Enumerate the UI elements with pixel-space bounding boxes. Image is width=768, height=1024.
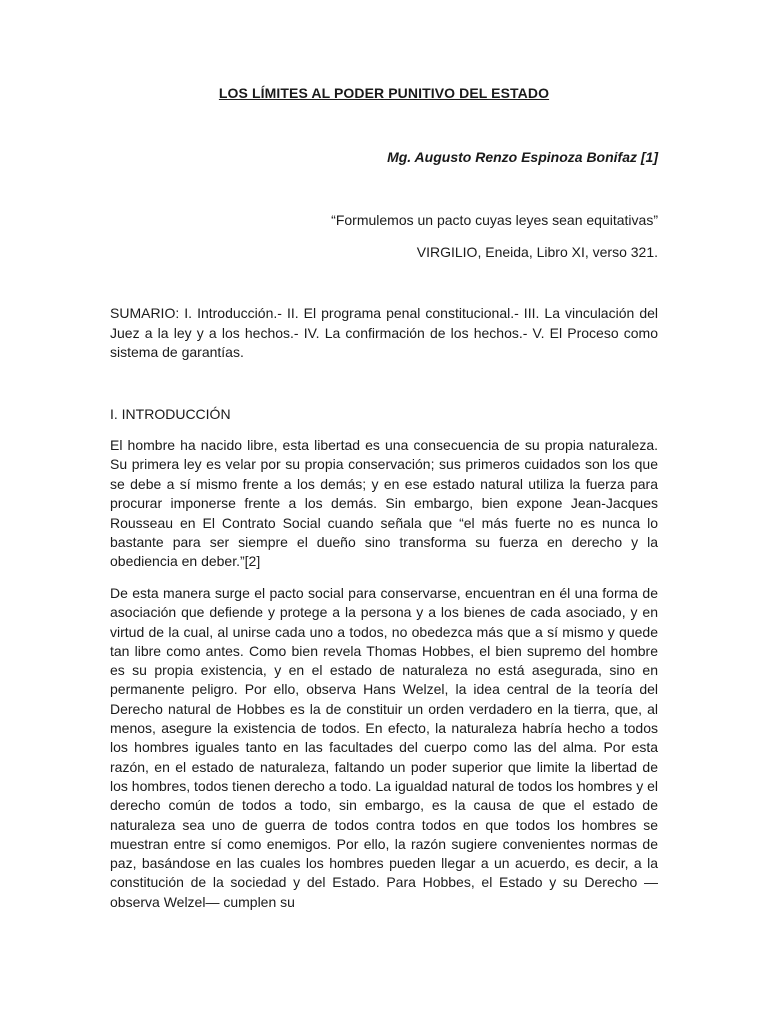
document-title: LOS LÍMITES AL PODER PUNITIVO DEL ESTADO xyxy=(218,85,550,101)
epigraph-quote: “Formulemos un pacto cuyas leyes sean equitativas” xyxy=(331,212,658,228)
section-heading: I. INTRODUCCIÓN xyxy=(110,406,231,422)
epigraph-source: VIRGILIO, Eneida, Libro XI, verso 321. xyxy=(416,244,658,260)
body-paragraph: De esta manera surge el pacto social para conservarse, encuentran en él una forma de asociación que defiende y protege a la persona y a los bienes de cada asociado, y en virtud de la cual, al unirse cada uno a todos, no obedezca más que a sí mismo y quede tan libre como antes. Como bien revela Thomas Hobbes, el bien supremo del hombre es su propia existencia, y en el estado de naturaleza no está asegurada, sino en permanente peligro. Por ello, observa Hans Welzel, la idea central de la teoría del Derecho natural de Hobbes es la de constituir un orden verdadero en la tierra, que, al menos, asegure la existencia de todos. En efecto, la naturaleza habría hecho a todos los hombres iguales tanto en las facultades del cuerpo como las del alma. Por esta razón, en el estado de naturaleza, faltando un poder superior que limite la libertad de los hombres, todos tienen derecho a todo. La igualdad natural de todos los hombres y el derecho común de todos a todo, sin embargo, es la causa de que el estado de naturaleza sea uno de guerra de todos contra todos en que todos los hombres se muestran entre sí como enemigos. Por ello, la razón sugiere convenientes normas de paz, basándose en las cuales los hombres pueden llegar a un acuerdo, es decir, a la constitución de la sociedad y del Estado. Para Hobbes, el Estado y su Derecho —observa Welzel— cumplen su xyxy=(110,585,658,910)
author-line: Mg. Augusto Renzo Espinoza Bonifaz [1] xyxy=(387,149,658,165)
summary-paragraph: SUMARIO: I. Introducción.- II. El programa penal constitucional.- III. La vinculación del Juez a la ley y a los hechos.- IV. La confirmación de los hechos.- V. El Proceso como sistema de garantías. xyxy=(110,305,658,360)
document-page xyxy=(110,0,658,1024)
body-paragraph: El hombre ha nacido libre, esta libertad es una consecuencia de su propia naturaleza. Su primera ley es velar por su propia conservación; sus primeros cuidados son los que se debe a sí mismo frente a los demás; y en ese estado natural utiliza la fuerza para procurar imponerse frente a los demás. Sin embargo, bien expone Jean-Jacques Rousseau en El Contrato Social cuando señala que “el más fuerte no es nunca lo bastante para ser siempre el dueño sino transforma su fuerza en derecho y la obediencia en deber.”[2] xyxy=(110,437,658,570)
